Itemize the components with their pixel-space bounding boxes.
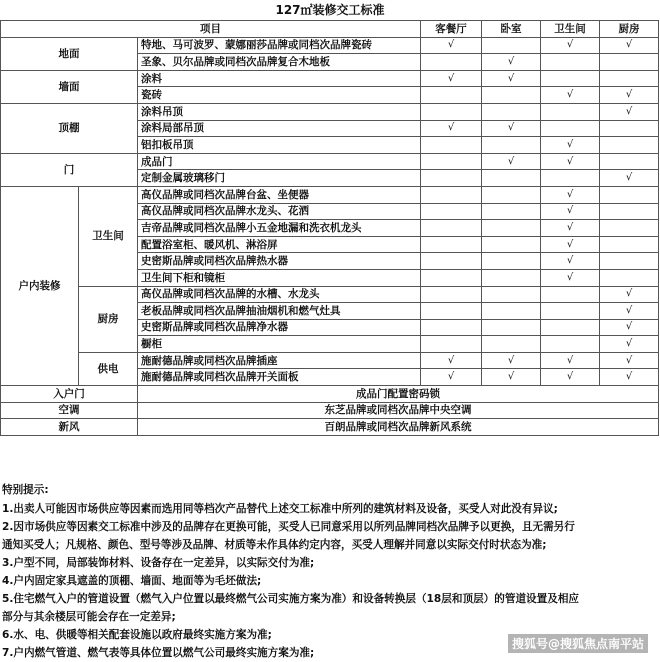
item-name: 涂料局部吊顶 xyxy=(138,120,421,137)
subcategory-bathroom: 卫生间 xyxy=(79,186,138,286)
mark-bathroom: √ xyxy=(541,203,600,220)
mark-living-dining xyxy=(421,103,482,120)
mark-bathroom xyxy=(541,120,600,137)
header-living-dining: 客餐厅 xyxy=(421,21,482,38)
mark-bedroom xyxy=(482,203,541,220)
item-name: 圣象、贝尔品牌或同档次品牌复合木地板 xyxy=(138,54,421,71)
mark-bathroom: √ xyxy=(541,352,600,369)
table-row xyxy=(1,186,659,203)
mark-bathroom: √ xyxy=(541,37,600,54)
document-title: 127㎡装修交工标准 xyxy=(275,3,385,17)
mark-bathroom xyxy=(541,303,600,320)
item-name: 涂料 xyxy=(138,70,421,87)
mark-bedroom xyxy=(482,236,541,253)
note-line: 6.水、电、供暖等相关配套设施以政府最终实施方案为准; xyxy=(2,629,272,641)
mark-bathroom xyxy=(541,170,600,187)
item-name: 铝扣板吊顶 xyxy=(138,137,421,154)
item-name: 涂料吊顶 xyxy=(138,103,421,120)
spec-ac: 东芝品牌或同档次品牌中央空调 xyxy=(138,402,659,419)
item-name: 史密斯品牌或同档次品牌净水器 xyxy=(138,319,421,336)
mark-kitchen xyxy=(600,203,659,220)
mark-bathroom xyxy=(541,286,600,303)
mark-kitchen: √ xyxy=(600,352,659,369)
mark-bathroom: √ xyxy=(541,186,600,203)
mark-bathroom: √ xyxy=(541,269,600,286)
table-row-entry-door xyxy=(1,386,659,403)
mark-living-dining xyxy=(421,137,482,154)
item-name: 特地、马可波罗、蒙娜丽莎品牌或同档次品牌瓷砖 xyxy=(138,37,421,54)
note-line: 1.出卖人可能因市场供应等因素而选用同等档次产品替代上述交工标准中所列的建筑材料及设备，买受人对此没有异议; xyxy=(2,503,558,515)
mark-kitchen xyxy=(600,253,659,270)
spec-fresh-air: 百朗品牌或同档次品牌新风系统 xyxy=(138,419,659,436)
mark-bathroom: √ xyxy=(541,369,600,386)
table-row xyxy=(1,103,659,120)
mark-kitchen: √ xyxy=(600,37,659,54)
item-name: 成品门 xyxy=(138,153,421,170)
mark-kitchen xyxy=(600,220,659,237)
mark-kitchen xyxy=(600,236,659,253)
mark-living-dining xyxy=(421,253,482,270)
mark-living-dining: √ xyxy=(421,37,482,54)
mark-kitchen xyxy=(600,153,659,170)
mark-kitchen: √ xyxy=(600,369,659,386)
mark-kitchen xyxy=(600,269,659,286)
mark-living-dining xyxy=(421,336,482,353)
mark-bedroom xyxy=(482,170,541,187)
header-bathroom: 卫生间 xyxy=(541,21,600,38)
table-row xyxy=(1,153,659,170)
mark-kitchen xyxy=(600,186,659,203)
header-item: 项目 xyxy=(1,21,421,38)
mark-kitchen: √ xyxy=(600,170,659,187)
mark-kitchen: √ xyxy=(600,319,659,336)
mark-living-dining xyxy=(421,186,482,203)
mark-kitchen: √ xyxy=(600,286,659,303)
note-line: 5.住宅燃气入户的管道设置（燃气入户位置以最终燃气公司实施方案为准）和设备转换层（18层和顶层）的管道设置及相应 xyxy=(2,593,580,605)
mark-bathroom: √ xyxy=(541,87,600,104)
mark-kitchen xyxy=(600,70,659,87)
mark-bathroom: √ xyxy=(541,220,600,237)
mark-living-dining xyxy=(421,236,482,253)
mark-bedroom xyxy=(482,303,541,320)
mark-bathroom: √ xyxy=(541,253,600,270)
mark-living-dining xyxy=(421,170,482,187)
table-row xyxy=(1,352,659,369)
note-line: 7.户内燃气管道、燃气表等具体位置以燃气公司最终实施方案为准; xyxy=(2,647,315,659)
mark-bedroom xyxy=(482,37,541,54)
note-line: 4.户内固定家具遮盖的顶棚、墙面、地面等为毛坯做法; xyxy=(2,575,262,587)
category-interior: 户内装修 xyxy=(1,186,79,385)
table-row xyxy=(1,37,659,54)
mark-kitchen: √ xyxy=(600,87,659,104)
item-name: 橱柜 xyxy=(138,336,421,353)
category-door: 门 xyxy=(1,153,138,186)
item-name: 高仪品牌或同档次品牌的水槽、水龙头 xyxy=(138,286,421,303)
header-row xyxy=(1,21,659,38)
mark-living-dining xyxy=(421,319,482,336)
header-kitchen: 厨房 xyxy=(600,21,659,38)
mark-living-dining: √ xyxy=(421,369,482,386)
mark-bedroom xyxy=(482,220,541,237)
mark-bedroom xyxy=(482,103,541,120)
note-line: 部分与其余楼层可能会存在一定差异; xyxy=(2,611,176,623)
mark-bedroom: √ xyxy=(482,153,541,170)
mark-kitchen xyxy=(600,54,659,71)
item-name: 老板品牌或同档次品牌抽油烟机和燃气灶具 xyxy=(138,303,421,320)
mark-kitchen: √ xyxy=(600,336,659,353)
mark-bathroom: √ xyxy=(541,137,600,154)
item-name: 施耐德品牌或同档次品牌插座 xyxy=(138,352,421,369)
mark-bedroom: √ xyxy=(482,120,541,137)
mark-living-dining xyxy=(421,303,482,320)
category-ceiling: 顶棚 xyxy=(1,103,138,153)
category-fresh-air: 新风 xyxy=(1,419,138,436)
item-name: 定制金属玻璃移门 xyxy=(138,170,421,187)
category-wall: 墙面 xyxy=(1,70,138,103)
mark-bedroom: √ xyxy=(482,352,541,369)
item-name: 瓷砖 xyxy=(138,87,421,104)
subcategory-kitchen: 厨房 xyxy=(79,286,138,352)
table-row-fresh-air xyxy=(1,419,659,436)
subcategory-power: 供电 xyxy=(79,352,138,385)
mark-bedroom: √ xyxy=(482,369,541,386)
mark-bedroom xyxy=(482,186,541,203)
item-name: 配置浴室柜、暖风机、淋浴屏 xyxy=(138,236,421,253)
category-entry-door: 入户门 xyxy=(1,386,138,403)
item-name: 高仪品牌或同档次品牌水龙头、花洒 xyxy=(138,203,421,220)
mark-bedroom xyxy=(482,137,541,154)
mark-bathroom: √ xyxy=(541,236,600,253)
mark-kitchen xyxy=(600,137,659,154)
note-line: 3.户型不同，局部装饰材料、设备存在一定差异，以实际交付为准; xyxy=(2,557,315,569)
mark-living-dining xyxy=(421,54,482,71)
mark-bathroom xyxy=(541,103,600,120)
mark-bedroom xyxy=(482,336,541,353)
mark-bedroom xyxy=(482,319,541,336)
mark-living-dining xyxy=(421,87,482,104)
mark-living-dining xyxy=(421,220,482,237)
mark-bathroom xyxy=(541,54,600,71)
mark-bedroom xyxy=(482,253,541,270)
category-floor: 地面 xyxy=(1,37,138,70)
item-name: 史密斯品牌或同档次品牌热水器 xyxy=(138,253,421,270)
mark-living-dining xyxy=(421,203,482,220)
spec-entry-door: 成品门配置密码锁 xyxy=(138,386,659,403)
watermark: 搜狐号@搜狐焦点南平站 xyxy=(508,634,648,653)
mark-bedroom xyxy=(482,87,541,104)
item-name: 卫生间下柜和镜柜 xyxy=(138,269,421,286)
mark-bedroom xyxy=(482,286,541,303)
mark-bathroom xyxy=(541,70,600,87)
notes-heading: 特别提示: xyxy=(2,484,49,496)
item-name: 吉帝品牌或同档次品牌小五金地漏和洗衣机龙头 xyxy=(138,220,421,237)
mark-living-dining: √ xyxy=(421,352,482,369)
mark-bedroom: √ xyxy=(482,70,541,87)
mark-kitchen: √ xyxy=(600,103,659,120)
mark-living-dining xyxy=(421,286,482,303)
mark-living-dining xyxy=(421,153,482,170)
mark-living-dining: √ xyxy=(421,70,482,87)
mark-bathroom xyxy=(541,319,600,336)
header-bedroom: 卧室 xyxy=(482,21,541,38)
item-name: 施耐德品牌或同档次品牌开关面板 xyxy=(138,369,421,386)
item-name: 高仪品牌或同档次品牌台盆、坐便器 xyxy=(138,186,421,203)
decoration-standard-table xyxy=(0,20,659,436)
note-line: 2.因市场供应等因素交工标准中涉及的品牌存在更换可能，买受人已同意采用以所列品牌同档次品牌予以更换，且无需另行 xyxy=(2,521,575,533)
category-ac: 空调 xyxy=(1,402,138,419)
table-row-ac xyxy=(1,402,659,419)
mark-living-dining xyxy=(421,269,482,286)
mark-bathroom: √ xyxy=(541,153,600,170)
mark-bathroom xyxy=(541,336,600,353)
mark-kitchen: √ xyxy=(600,303,659,320)
mark-kitchen xyxy=(600,120,659,137)
mark-bedroom xyxy=(482,269,541,286)
mark-bedroom: √ xyxy=(482,54,541,71)
note-line: 通知买受人；凡规格、颜色、型号等涉及品牌、材质等未作具体约定内容，买受人理解并同意以实际交付时状态为准; xyxy=(2,539,547,551)
table-row xyxy=(1,286,659,303)
table-row xyxy=(1,70,659,87)
mark-living-dining: √ xyxy=(421,120,482,137)
